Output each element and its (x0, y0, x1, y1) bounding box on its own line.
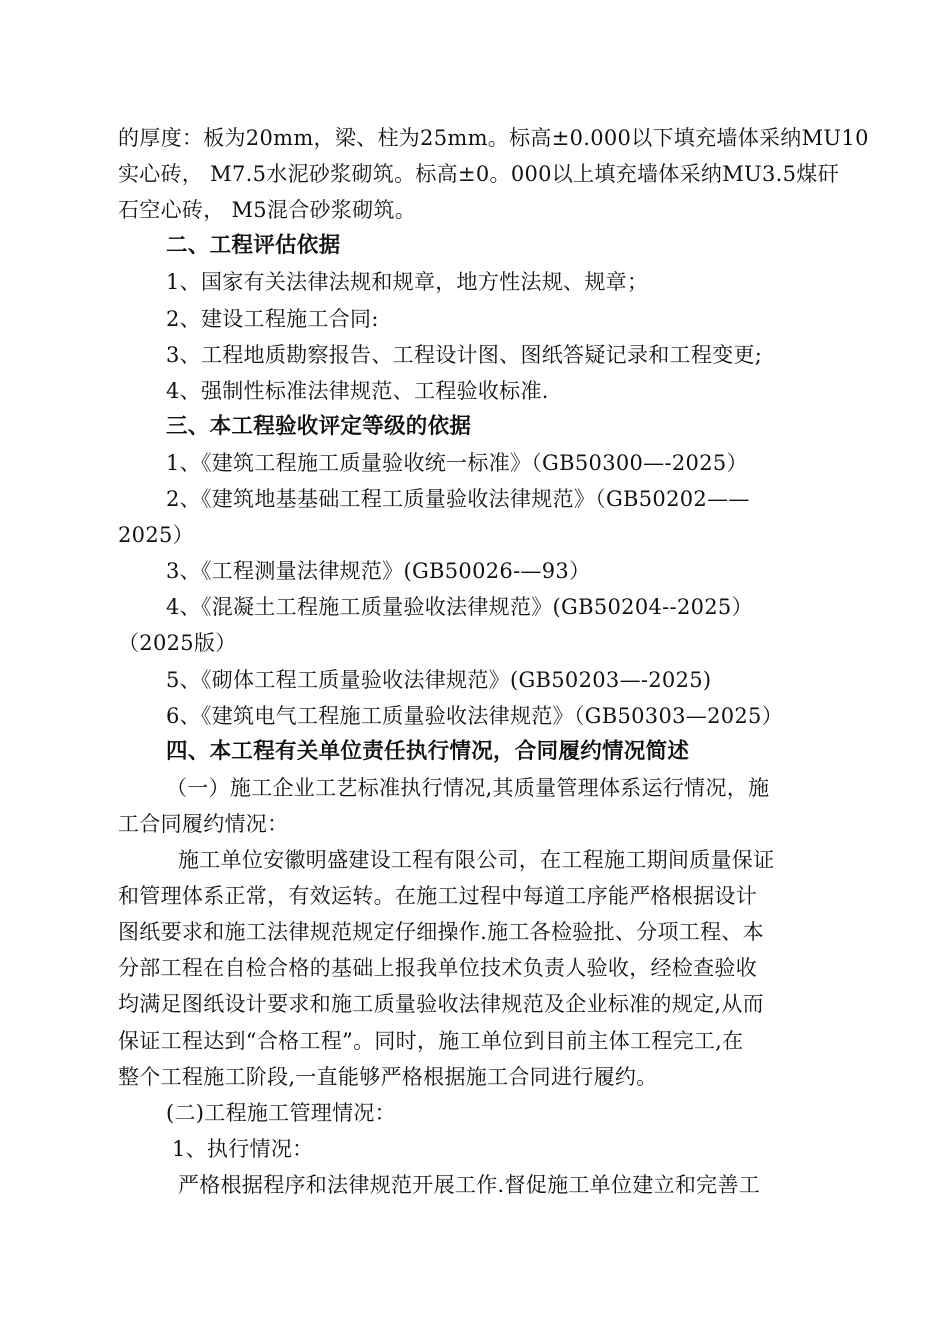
section-heading: 四、本工程有关单位责任执行情况，合同履约情况简述 (166, 738, 690, 764)
text-line: 石空心砖， M5混合砂浆砌筑。 (118, 198, 417, 223)
text-line: (二)工程施工管理情况： (166, 1100, 396, 1125)
text-line: 5、《砌体工程工质量验收法律规范》(GB50203—-2025) (166, 667, 712, 692)
text-line: 6、《建筑电气工程施工质量验收法律规范》（GB50303—2025） (166, 703, 784, 728)
text-line: 2025） (118, 523, 194, 548)
text-line: （一）施工企业工艺标准执行情况,其质量管理体系运行情况，施 (166, 775, 770, 800)
text-line: 3、《工程测量法律规范》(GB50026-—93） (166, 559, 591, 584)
text-line: 分部工程在自检合格的基础上报我单位技术负责人验收，经检查验收 (118, 956, 757, 981)
text-line: 3、工程地质勘察报告、工程设计图、图纸答疑记录和工程变更; (166, 342, 763, 367)
text-line: 严格根据程序和法律规范开展工作.督促施工单位建立和完善工 (178, 1172, 761, 1197)
text-line: 工合同履约情况： (118, 811, 289, 836)
text-line: 的厚度：板为20mm，梁、柱为25mm。标高±0.000以下填充墙体采纳MU10 (118, 126, 869, 150)
text-line: （2025版） (118, 631, 237, 656)
section-heading: 二、工程评估依据 (166, 233, 341, 259)
text-line: 施工单位安徽明盛建设工程有限公司，在工程施工期间质量保证 (178, 848, 775, 872)
text-line: 1、执行情况： (172, 1136, 314, 1161)
text-line: 1、国家有关法律法规和规章，地方性法规、规章； (166, 270, 649, 295)
text-line: 整个工程施工阶段,一直能够严格根据施工合同进行履约。 (118, 1064, 658, 1089)
text-line: 2、《建筑地基基础工程工质量验收法律规范》（GB50202—— (166, 487, 750, 511)
section-heading: 三、本工程验收评定等级的依据 (166, 413, 472, 439)
text-line: 4、强制性标准法律规范、工程验收标准. (166, 378, 549, 403)
text-line: 图纸要求和施工法律规范规定仔细操作.施工各检验批、分项工程、本 (118, 920, 764, 945)
text-line: 1、《建筑工程施工质量验收统一标准》（GB50300—-2025） (166, 450, 748, 475)
text-line: 实心砖， M7.5水泥砂浆砌筑。标高±0。000以上填充墙体采纳MU3.5煤矸 (118, 162, 839, 187)
text-line: 和管理体系正常，有效运转。在施工过程中每道工序能严格根据设计 (118, 884, 757, 909)
text-line: 均满足图纸设计要求和施工质量验收法律规范及企业标准的规定,从而 (118, 992, 764, 1017)
text-line: 2、建设工程施工合同: (166, 306, 379, 331)
text-line: 保证工程达到“合格工程”。同时，施工单位到目前主体工程完工,在 (118, 1028, 744, 1053)
text-line: 4、《混凝土工程施工质量验收法律规范》(GB50204--2025） (166, 595, 753, 620)
